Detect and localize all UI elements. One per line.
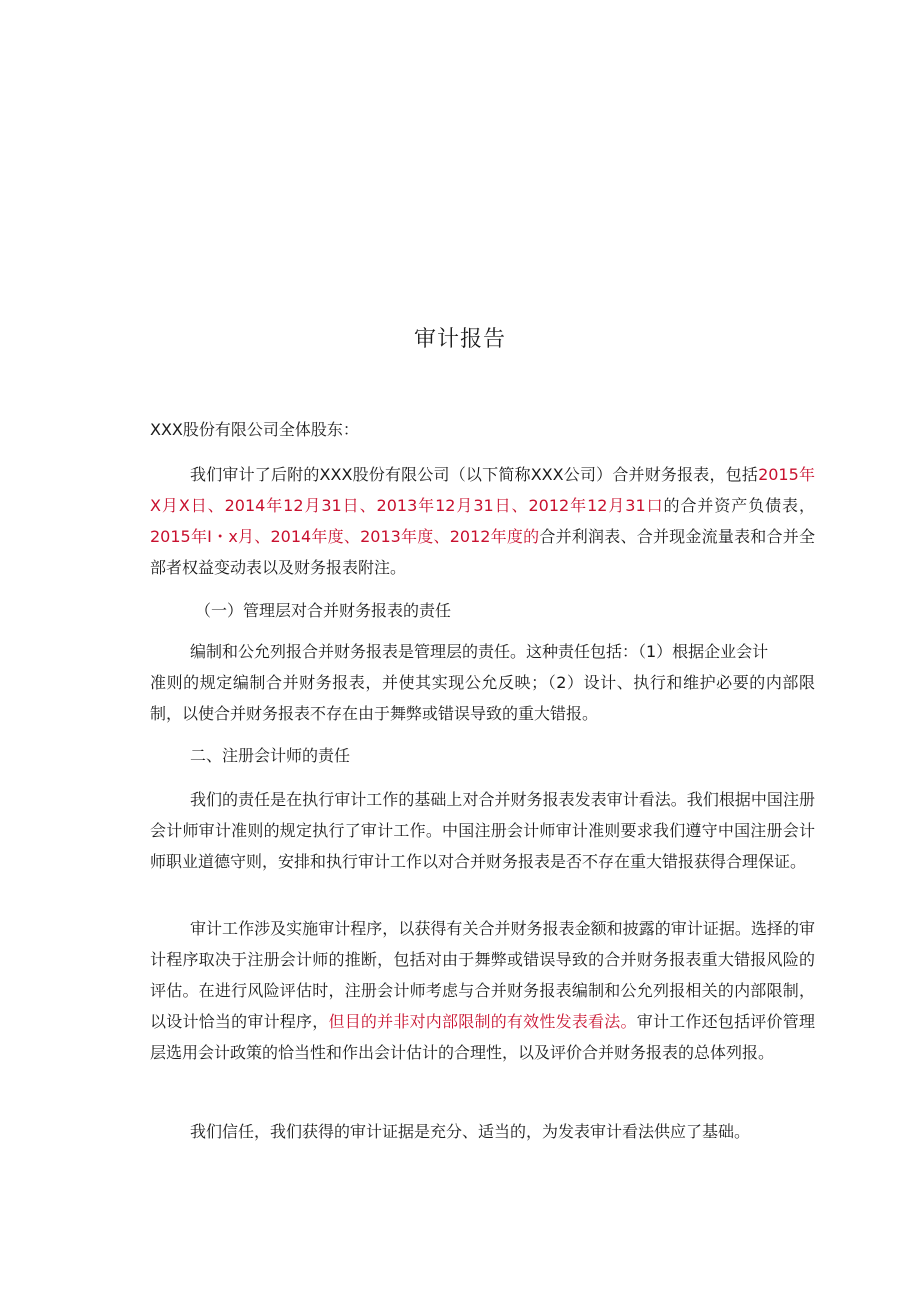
section-heading-management: （一）管理层对合并财务报表的责任 [195, 601, 452, 620]
page-title: 审计报告 [413, 327, 506, 352]
paragraph-management-responsibility [150, 636, 815, 729]
p2-rest: 准则的规定编制合并财务报表，并使其实现公允反映；（2）设计、执行和维护必要的内部限制，以使合并财务报表不存在由于舞弊或错误导致的重大错报。 [150, 673, 815, 723]
p1-dates-red: 2015年X月X日、2014年12月31日、2013年12月31日、2012年12月31口 [150, 465, 815, 515]
paragraph-audit-scope [150, 459, 815, 583]
section-heading-auditor: 二、注册会计师的责任 [190, 746, 351, 765]
p1-text-c: 的合并资产负债表， [663, 496, 815, 515]
p1-text-a: 我们审计了后附的XXX股份有限公司（以下简称XXX公司）合并财务报表，包括 [190, 465, 759, 484]
paragraph-auditor-responsibility: 我们的责任是在执行审计工作的基础上对合并财务报表发表审计看法。我们根据中国注册会计师审计准则的规定执行了审计工作。中国注册会计师审计准则要求我们遵守中国注册会计师职业道德守则，安排和执行审计工作以对合并财务报表是否不存在重大错报获得合理保证。 [150, 790, 815, 871]
p1-periods-red: 2015年I・x月、2014年度、2013年度、2012年度的 [150, 527, 540, 546]
salutation: XXX股份有限公司全体股东： [150, 420, 359, 439]
p2-line1: 编制和公允列报合并财务报表是管理层的责任。这种责任包括：（1）根据企业会计 [190, 642, 769, 661]
p4-text-c: 审计工作还包括评价管理层选用会计政策的恰当性和作出会计估计的合理性，以及评价合并财务报表的总体列报。 [150, 1012, 815, 1062]
paragraph-audit-procedures [150, 913, 815, 1068]
paragraph-audit-evidence: 我们信任，我们获得的审计证据是充分、适当的，为发表审计看法供应了基础。 [190, 1122, 751, 1141]
p4-text-a: 审计工作涉及实施审计程序，以获得有关合并财务报表金额和披露的审计证据。选择的审计程序取决于注册会计师的推断，包括对由于舞弊或错误导致的合并财务报表重大错报风险的评估。在进行风险评估时，注册会计师考虑与合并财务报表编制和公允列报相关的内部限制，以设计恰当的审计程序， [150, 919, 815, 1031]
p1-text-e: 合并利润表、合并现金流量表和合并全部者权益变动表以及财务报表附注。 [150, 527, 815, 577]
p4-red-note: 但目的并非对内部限制的有效性发表看法。 [328, 1012, 637, 1031]
